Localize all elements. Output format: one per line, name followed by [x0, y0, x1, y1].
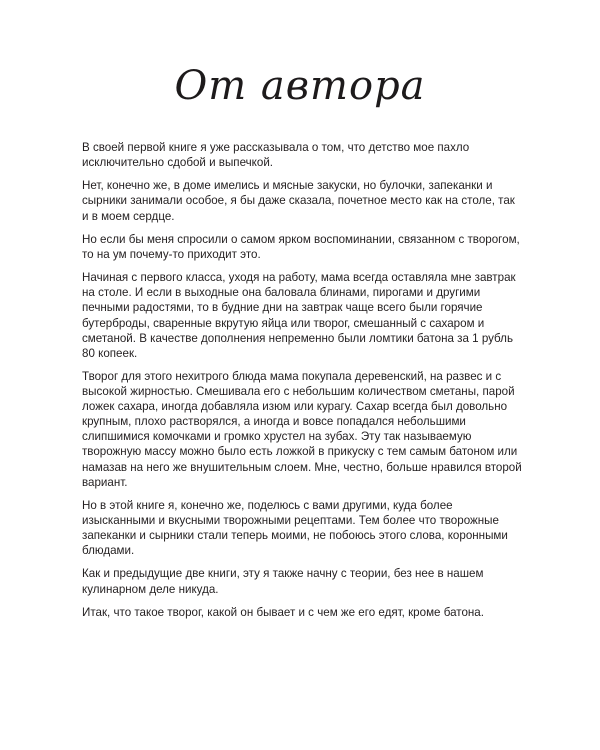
body-text	[82, 140, 522, 628]
paragraph: Нет, конечно же, в доме имелись и мясные закуски, но булочки, запеканки и сырники занимали особое, я бы даже сказала, почетное место как на столе, так и в моем сердце.	[82, 179, 515, 223]
paragraph: Как и предыдущие две книги, эту я также начну с теории, без нее в нашем кулинарном деле никуда.	[82, 567, 484, 596]
paragraph: Но в этой книге я, конечно же, поделюсь с вами другими, куда более изысканными и вкусными творожными рецептами. Тем более что творожные запеканки и сырники стали теперь моими, не побоюсь этого слова, коронными блюдами.	[82, 498, 508, 558]
paragraph: Но если бы меня спросили о самом ярком воспоминании, связанном с творогом, то на ум почему-то приходит это.	[82, 232, 520, 261]
paragraph: Начиная с первого класса, уходя на работу, мама всегда оставляла мне завтрак на столе. И если в выходные она баловала блинами, пирогами и другими печными радостями, то в будние дни на завтрак чаще всего были горячие бутерброды, сваренные вкрутую яйца или творог, смешанный с сахаром и сметаной. В качестве дополнения непременно были ломтики батона за 1 рубль 80 копеек.	[82, 271, 516, 360]
paragraph: Итак, что такое творог, какой он бывает и с чем же его едят, кроме батона.	[82, 605, 484, 619]
paragraph: В своей первой книге я уже рассказывала о том, что детство мое пахло исключительно сдобой и выпечкой.	[82, 141, 470, 170]
paragraph: Творог для этого нехитрого блюда мама покупала деревенский, на развес и с высокой жирностью. Смешивала его с небольшим количеством сметаны, парой ложек сахара, иногда добавляла изюм или курагу. Сахар всегда был довольно крупным, плохо растворялся, а иногда и вовсе попадался небольшими слипшимися комочками и громко хрустел на зубах. Эту так называемую творожную массу можно было есть ложкой в прикуску с тем самым батоном или намазав на него же внушительным слоем. Мне, честно, больше нравился второй вариант.	[82, 369, 522, 489]
page-title: От автора	[174, 63, 426, 109]
